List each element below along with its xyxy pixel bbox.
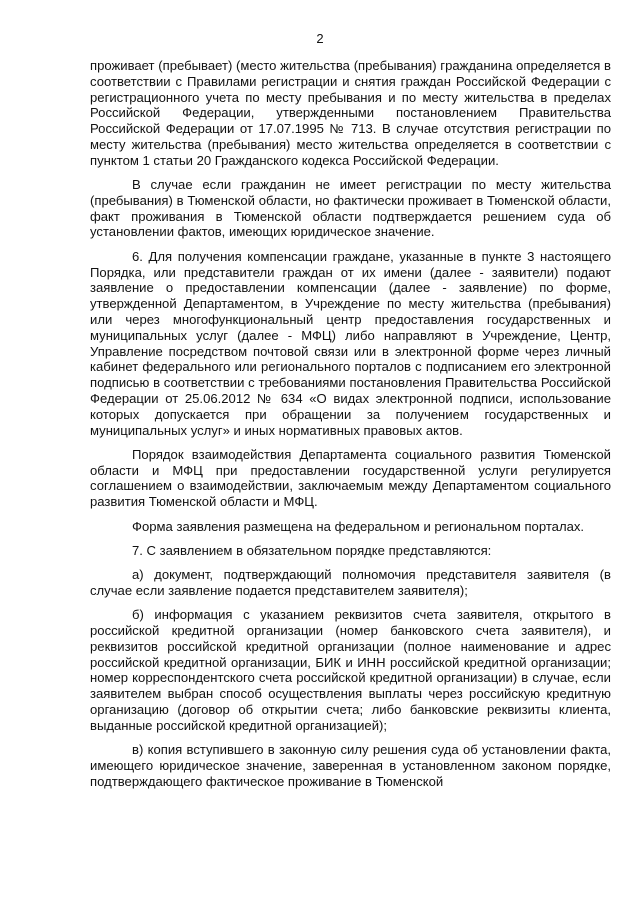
paragraph-subitem-v: в) копия вступившего в законную силу решения суда об установлении факта, имеющего юридическое значение, заверенная в установленном законом порядке, подтверждающего фактическое проживание в Тюменской [90,742,611,789]
paragraph-subitem-b: б) информация с указанием реквизитов счета заявителя, открытого в российской кредитной организации (номер банковского счета заявителя), и реквизитов российской кредитной организации (полное наименование и адрес российской кредитной организации, БИК и ИНН российской кредитной организации; номер корреспондентского счета российской кредитной организации) в случае, если заявителем выбран способ осуществления выплаты через российскую кредитную организацию (договор об открытии счета; либо банковские реквизиты клиента, выданные российской кредитной организацией); [90,607,611,733]
paragraph-subitem-a: а) документ, подтверждающий полномочия представителя заявителя (в случае если заявление подается представителем заявителя); [90,567,611,598]
paragraph-item-7: 7. С заявлением в обязательном порядке представляются: [132,542,492,558]
page-number: 2 [316,31,324,46]
paragraph-form-location: Форма заявления размещена на федеральном и региональном порталах. [132,518,585,534]
paragraph-residence-definition: проживает (пребывает) (место жительства (пребывания) гражданина определяется в соответствии с Правилами регистрации и снятия граждан Российской Федерации с регистрационного учета по месту пребывания и по месту жительства в пределах Российской Федерации, утвержденными постановлением Правительства Российской Федерации от 17.07.1995 № 713. В случае отсутствия регистрации по месту жительства (пребывания) место жительства определяется в соответствии с пунктом 1 статьи 20 Гражданского кодекса Российской Федерации. [90,58,611,168]
paragraph-item-6: 6. Для получения компенсации граждане, указанные в пункте 3 настоящего Порядка, или представители граждан от их имени (далее - заявители) подают заявление о предоставлении компенсации (далее - заявление) по форме, утвержденной Департаментом, в Учреждение по месту жительства (пребывания) или через многофункциональный центр предоставления государственных и муниципальных услуг (далее - МФЦ) либо направляют в Учреждение, Центр, Управление посредством почтовой связи или в электронной форме через личный кабинет федерального или регионального порталов с подписанием его электронной подписью в соответствии с требованиями постановления Правительства Российской Федерации от 25.06.2012 № 634 «О видах электронной подписи, использование которых допускается при обращении за получением государственных и муниципальных услуг» и иных нормативных правовых актов. [90,248,611,438]
document-body [90,58,611,798]
paragraph-no-registration: В случае если гражданин не имеет регистрации по месту жительства (пребывания) в Тюменской области, но фактически проживает в Тюменской области, факт проживания в Тюменской области подтверждается решением суда об установлении фактов, имеющих юридическое значение. [90,177,611,240]
paragraph-mfc-interaction: Порядок взаимодействия Департамента социального развития Тюменской области и МФЦ при предоставлении государственной услуги регулируется соглашением о взаимодействии, заключаемым между Департаментом социального развития Тюменской области и МФЦ. [90,446,611,510]
